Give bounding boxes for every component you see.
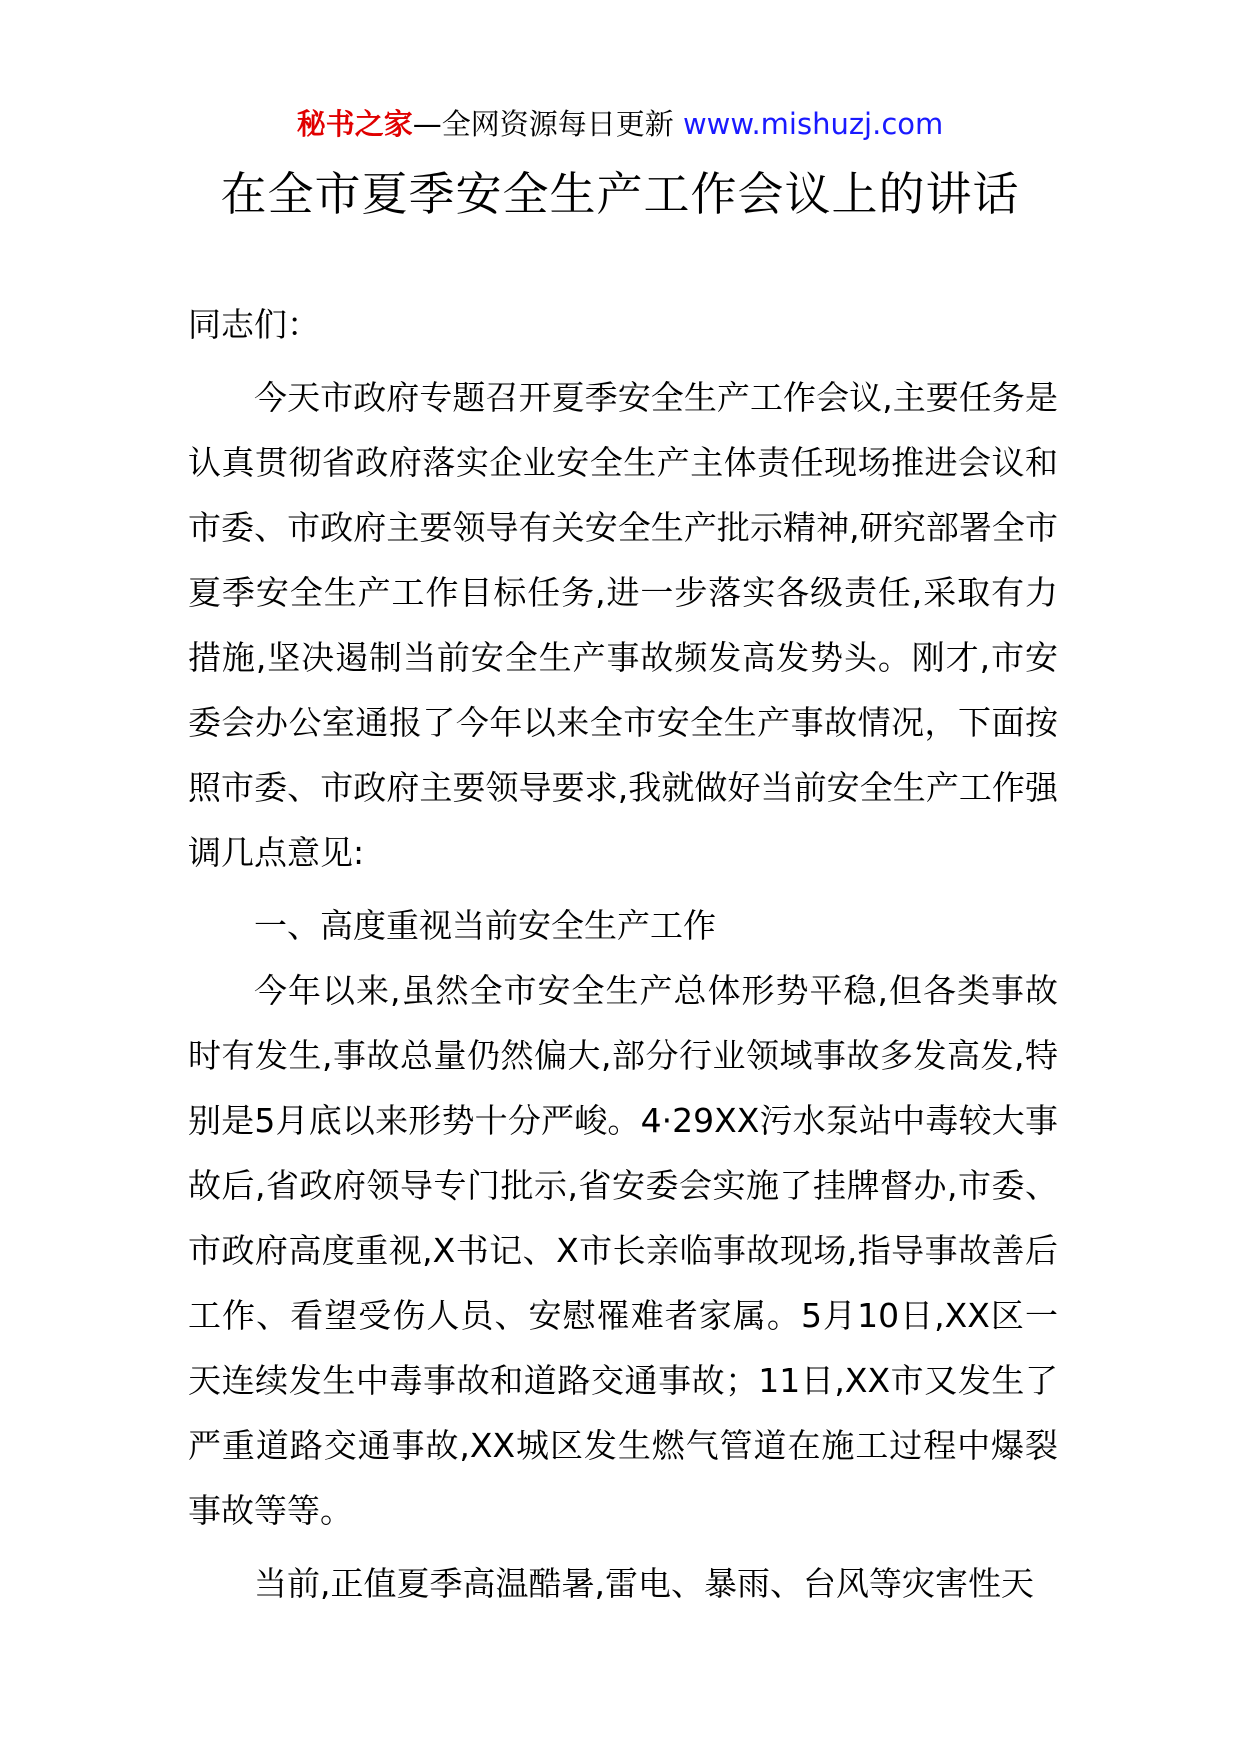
site-url-link[interactable]: www.mishuzj.com — [682, 107, 944, 141]
header-tagline: —全网资源每日更新 — [412, 107, 674, 141]
paragraph-current: 当前,正值夏季高温酷暑,雷电、暴雨、台风等灾害性天 — [254, 1564, 1034, 1603]
paragraph-situation: 今年以来,虽然全市安全生产总体形势平稳,但各类事故时有发生,事故总量仍然偏大,部分行业领域事故多发高发,特别是5月底以来形势十分严峻。4·29XX污水泵站中毒较大事故后,省政府领导专门批示,省安委会实施了挂牌督办,市委、市政府高度重视,X书记、X市长亲临事故现场,指导事故善后工作、看望受伤人员、安慰罹难者家属。5月10日,XX区一天连续发生中毒事故和道路交通事故；11日,XX市又发生了严重道路交通事故,XX城区发生燃气管道在施工过程中爆裂事故等等。 — [188, 971, 1058, 1530]
salutation: 同志们： — [188, 305, 320, 344]
document-body — [188, 292, 1058, 1616]
paragraph-intro: 今天市政府专题召开夏季安全生产工作会议,主要任务是认真贯彻省政府落实企业安全生产主体责任现场推进会议和市委、市政府主要领导有关安全生产批示精神,研究部署全市夏季安全生产工作目标任务,进一步落实各级责任,采取有力措施,坚决遏制当前安全生产事故频发高发势头。刚才,市安委会办公室通报了今年以来全市安全生产事故情况，下面按照市委、市政府主要领导要求,我就做好当前安全生产工作强调几点意见: — [188, 378, 1058, 872]
site-header — [0, 102, 1240, 146]
brand-name: 秘书之家 — [296, 107, 413, 141]
section-heading: 一、高度重视当前安全生产工作 — [254, 906, 716, 945]
document-title: 在全市夏季安全生产工作会议上的讲话 — [220, 167, 1020, 221]
